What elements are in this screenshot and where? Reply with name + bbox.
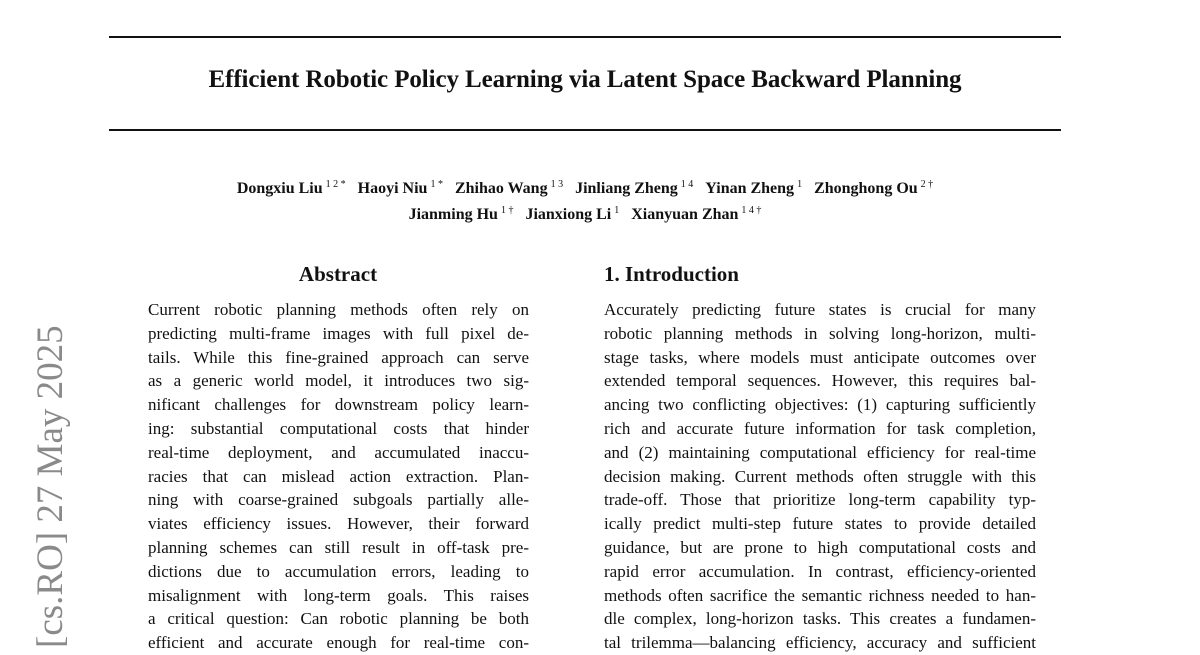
text-line: misalignment with long-term goals. This raises [148,585,529,605]
text-line: tal trilemma—balancing efficiency, accuracy and sufficient [604,633,1036,653]
author-list [100,174,1070,226]
text-line: efficient and accurate enough for real-time con- [148,633,529,653]
text-line: real-time deployment, and accumulated inaccu- [148,442,529,462]
abstract-body [148,298,529,655]
text-line: ning with coarse-grained subgoals partially alle- [148,490,529,510]
title-bottom-rule [109,129,1061,131]
author-name: Jinliang Zheng [575,180,678,197]
author [358,180,443,197]
text-line: planning schemes can still result in off-task pre- [148,537,529,557]
author-affiliation: 1 * [430,179,443,190]
text-line: stage tasks, where models must anticipate outcomes over [604,347,1036,367]
text-line: trade-off. Those that prioritize long-term capability typ- [604,490,1036,510]
author-name: Dongxiu Liu [236,180,323,197]
text-line: Current robotic planning methods often rely on [148,300,529,319]
arxiv-stamp: [cs.RO] 27 May 2025 [30,325,71,648]
author-affiliation: 1 2 * [325,179,346,190]
text-line: ically predict multi-step future states to provide detailed [604,514,1036,534]
author [705,180,802,197]
author-affiliation: 2 † [920,179,934,190]
text-line: extended temporal sequences. However, this requires bal- [604,371,1036,391]
text-line: nificant challenges for downstream policy learn- [148,395,529,415]
text-line: guidance, but are prone to high computational costs and [604,537,1036,557]
text-line: Accurately predicting future states is crucial for many [604,300,1036,319]
author-name: Jianxiong Li [525,206,612,223]
author-affiliation: 1 [797,179,803,190]
text-line: dictions due to accumulation errors, leading to [148,561,529,581]
author [237,180,346,197]
author [575,180,693,197]
introduction-heading: 1. Introduction [604,262,739,286]
author [409,206,514,223]
text-line: a critical question: Can robotic planning be both [148,609,529,629]
text-line: as a generic world model, it introduces two sig- [148,371,529,391]
author-name: Jianming Hu [408,206,498,223]
author [814,180,933,197]
author-name: Zhonghong Ou [814,180,918,197]
text-line: dle complex, long-horizon tasks. This creates a fundamen- [604,609,1036,629]
text-line: methods often sacrifice the semantic richness needed to han- [604,585,1036,605]
text-line: robotic planning methods in solving long-horizon, multi- [604,323,1036,343]
introduction-body [604,298,1036,655]
author-affiliation: 1 [614,205,620,216]
text-line: and (2) maintaining computational efficiency for real-time [604,442,1036,462]
text-line: ancing two conflicting objectives: (1) capturing sufficiently [604,395,1036,415]
title-top-rule [109,36,1061,38]
author-name: Yinan Zheng [705,180,795,197]
author-affiliation: 1 3 [550,179,564,190]
author-affiliation: 1 4 [680,179,694,190]
author-affiliation: 1 † [500,205,514,216]
text-line: tails. While this fine-grained approach can serve [148,347,529,367]
text-line: decision making. Current methods often struggle with this [604,466,1036,486]
author-name: Xianyuan Zhan [631,206,739,223]
abstract-heading: Abstract [298,262,378,286]
author-name: Zhihao Wang [454,180,548,197]
text-line: racies that can mislead action extraction. Plan- [148,466,529,486]
text-line: rapid error accumulation. In contrast, efficiency-oriented [604,561,1036,581]
author [631,206,761,223]
text-line: viates efficiency issues. However, their forward [148,514,529,534]
paper-title: Efficient Robotic Policy Learning via Latent Space Backward Planning [208,66,962,93]
text-line: ing: substantial computational costs that hinder [148,418,529,438]
text-line: rich and accurate future information for task completion, [604,418,1036,438]
author-affiliation: 1 4 † [741,205,762,216]
author [525,206,619,223]
author-name: Haoyi Niu [357,180,428,197]
text-line: predicting multi-frame images with full pixel de- [148,323,529,343]
author [455,180,563,197]
